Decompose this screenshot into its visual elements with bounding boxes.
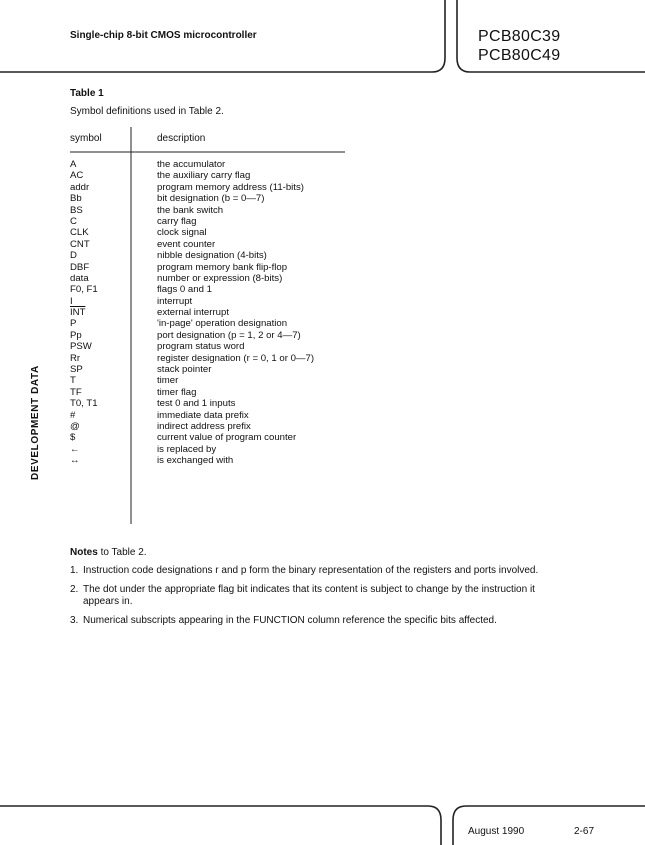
description-cell: clock signal <box>157 227 207 239</box>
symbol-cell: F0, F1 <box>70 284 98 296</box>
note-number: 2. <box>70 584 79 595</box>
document-title: Single-chip 8-bit CMOS microcontroller <box>70 30 257 41</box>
table-row <box>70 284 370 295</box>
table-row <box>70 307 370 318</box>
description-cell: number or expression (8-bits) <box>157 272 283 284</box>
symbol-cell: Pp <box>70 329 82 341</box>
note-item <box>70 565 550 577</box>
table-row <box>70 375 370 386</box>
symbol-cell: ↔ <box>70 455 80 467</box>
table-label: Table 1 <box>70 88 104 99</box>
table-row <box>70 353 370 364</box>
description-cell: program memory address (11-bits) <box>157 181 304 193</box>
description-cell: carry flag <box>157 215 197 227</box>
table-row <box>70 387 370 398</box>
symbol-cell: C <box>70 215 77 227</box>
symbol-cell: TF <box>70 386 82 398</box>
symbol-cell: SP <box>70 364 83 376</box>
description-cell: register designation (r = 0, 1 or 0—7) <box>157 352 315 364</box>
symbol-cell: A <box>70 159 77 170</box>
table-row <box>70 205 370 216</box>
description-cell: is replaced by <box>157 443 217 455</box>
description-cell: the accumulator <box>157 159 226 170</box>
table-row <box>70 398 370 409</box>
note-number: 3. <box>70 615 79 626</box>
description-cell: external interrupt <box>157 307 229 319</box>
column-header-description: description <box>157 133 206 144</box>
description-cell: nibble designation (4-bits) <box>157 250 267 262</box>
symbol-cell: Bb <box>70 193 82 205</box>
description-cell: 'in-page' operation designation <box>157 318 288 330</box>
description-cell: test 0 and 1 inputs <box>157 398 236 410</box>
table-row <box>70 432 370 443</box>
note-text: Numerical subscripts appearing in the FUNCTION column reference the specific bits affected. <box>83 615 497 626</box>
symbol-cell: $ <box>70 432 76 444</box>
symbol-cell: T0, T1 <box>70 398 98 410</box>
symbol-cell: AC <box>70 170 84 182</box>
description-cell: is exchanged with <box>157 455 234 467</box>
table-row <box>70 262 370 273</box>
description-cell: current value of program counter <box>157 432 297 444</box>
table-row <box>70 318 370 329</box>
footer-date: August 1990 <box>468 826 525 837</box>
description-cell: event counter <box>157 238 216 250</box>
description-cell: timer flag <box>157 386 197 398</box>
symbol-cell: DBF <box>70 261 90 273</box>
table-caption: Symbol definitions used in Table 2. <box>70 106 224 117</box>
symbol-table-body <box>70 159 370 467</box>
symbol-cell: addr <box>70 181 90 193</box>
table-row <box>70 193 370 204</box>
symbol-cell: Rr <box>70 352 81 364</box>
description-cell: stack pointer <box>157 364 212 376</box>
table-row <box>70 444 370 455</box>
part-number-2: PCB80C49 <box>478 47 561 64</box>
note-item <box>70 584 550 608</box>
symbol-cell: PSW <box>70 341 92 353</box>
table-row <box>70 330 370 341</box>
table-row <box>70 250 370 261</box>
notes-list <box>70 565 550 634</box>
table-row <box>70 182 370 193</box>
table-row <box>70 455 370 466</box>
description-cell: immediate data prefix <box>157 409 249 421</box>
description-cell: bit designation (b = 0—7) <box>157 193 265 205</box>
part-number-1: PCB80C39 <box>478 28 561 45</box>
table-row <box>70 227 370 238</box>
description-cell: the bank switch <box>157 204 224 216</box>
table-row <box>70 216 370 227</box>
note-item <box>70 615 550 627</box>
symbol-cell: T <box>70 375 76 387</box>
description-cell: port designation (p = 1, 2 or 4—7) <box>157 329 301 341</box>
table-row <box>70 364 370 375</box>
table-row <box>70 296 370 307</box>
symbol-cell: P <box>70 318 77 330</box>
symbol-cell: CLK <box>70 227 89 239</box>
description-cell: flags 0 and 1 <box>157 284 212 296</box>
symbol-cell: I <box>70 295 73 307</box>
description-cell: indirect address prefix <box>157 420 251 432</box>
note-text: The dot under the appropriate flag bit indicates that its content is subject to change by the instruction it appears in. <box>83 584 535 607</box>
symbol-cell: D <box>70 250 77 262</box>
table-row <box>70 159 370 170</box>
description-cell: interrupt <box>157 295 193 307</box>
notes-heading-bold: Notes <box>70 547 98 558</box>
description-cell: program memory bank flip-flop <box>157 261 288 273</box>
table-row <box>70 421 370 432</box>
symbol-cell: ← <box>70 443 80 455</box>
table-row <box>70 273 370 284</box>
footer-page-number: 2-67 <box>574 826 595 837</box>
note-text: Instruction code designations r and p form the binary representation of the registers and ports involved. <box>83 565 539 576</box>
description-cell: program status word <box>157 341 245 353</box>
symbol-cell: $\overline{INT}$ <box>70 307 86 319</box>
table-row <box>70 170 370 181</box>
symbol-cell: @ <box>70 420 80 432</box>
symbol-cell: BS <box>70 204 83 216</box>
note-number: 1. <box>70 565 79 576</box>
symbol-cell: data <box>70 272 89 284</box>
table-row <box>70 341 370 352</box>
description-cell: the auxiliary carry flag <box>157 170 251 182</box>
table-row <box>70 239 370 250</box>
notes-heading-rest: to Table 2. <box>97 547 147 558</box>
column-header-symbol: symbol <box>70 133 102 144</box>
table-row <box>70 410 370 421</box>
symbol-cell: # <box>70 409 76 421</box>
side-label: DEVELOPMENT DATA <box>30 365 41 480</box>
notes-heading <box>70 547 147 558</box>
symbol-cell: CNT <box>70 238 90 250</box>
description-cell: timer <box>157 375 179 387</box>
